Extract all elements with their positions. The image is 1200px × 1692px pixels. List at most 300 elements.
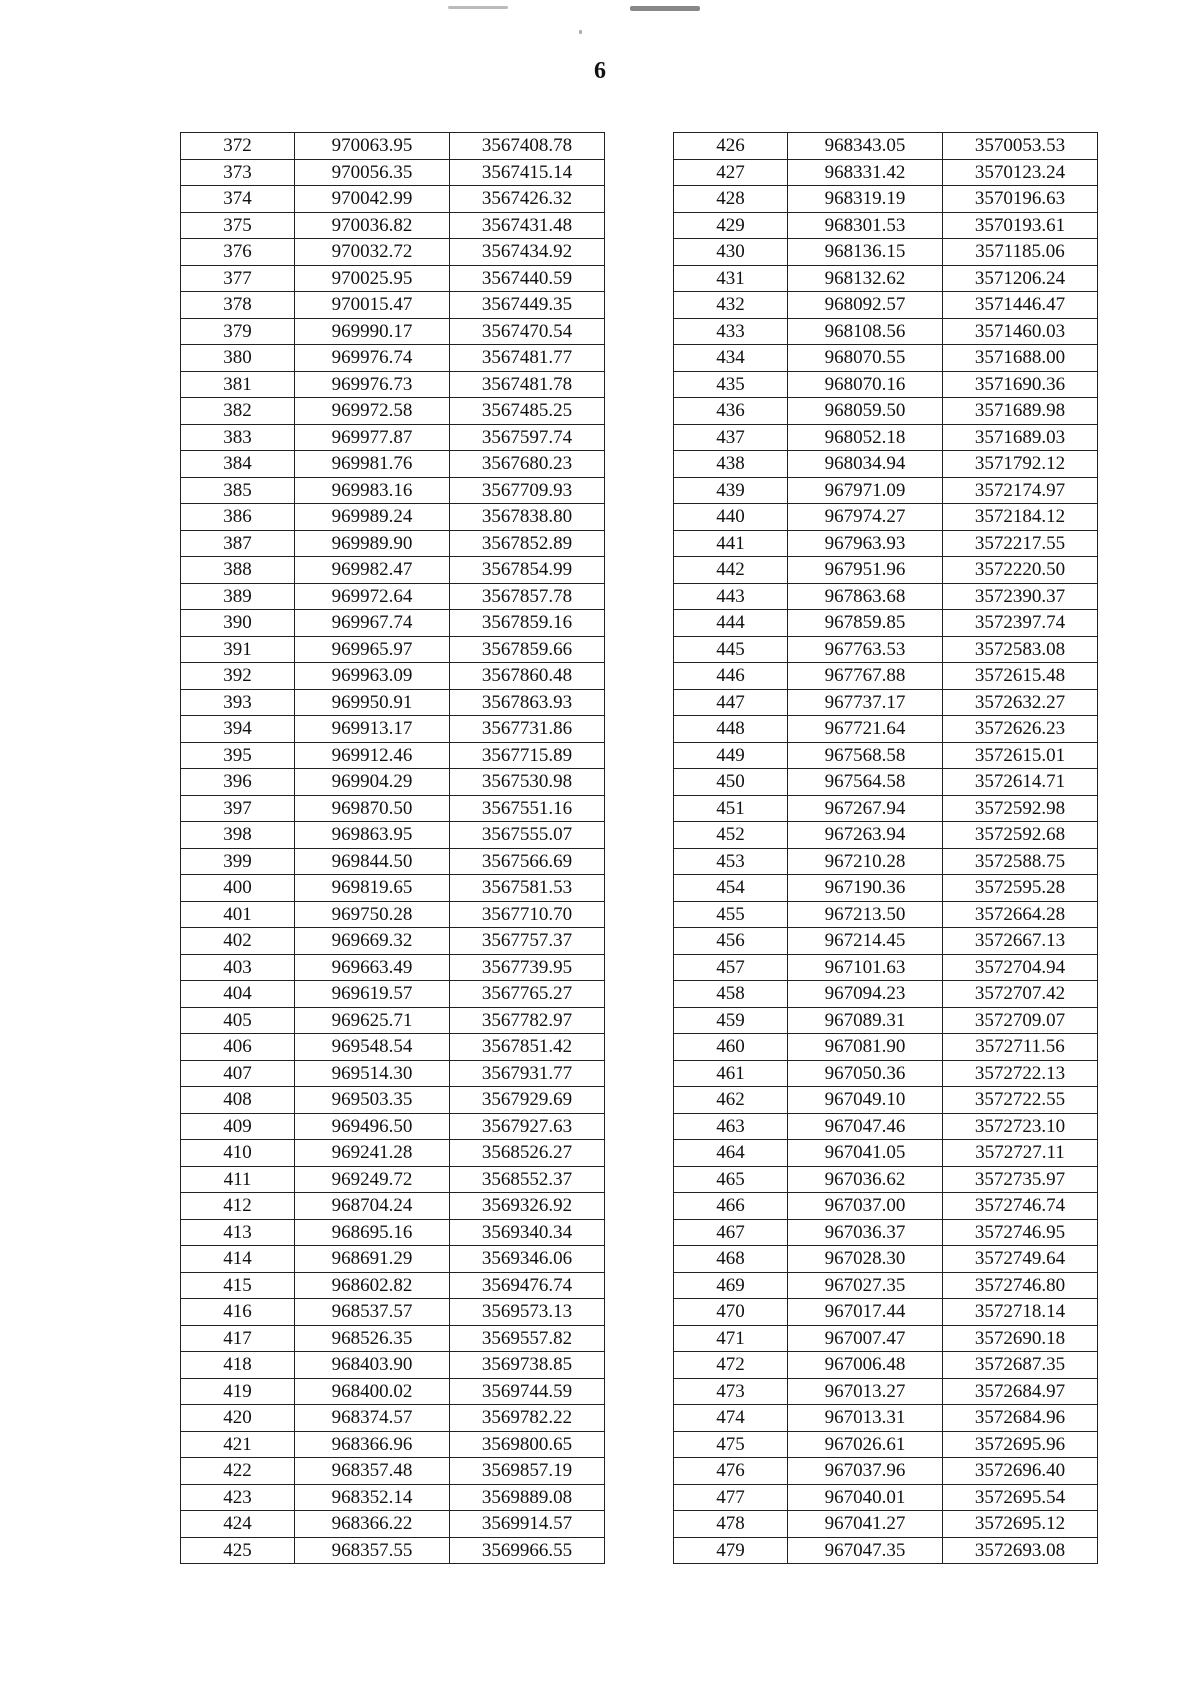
point-number-cell: 423 <box>181 1484 295 1511</box>
point-number-cell: 393 <box>181 689 295 716</box>
table-row <box>181 822 605 849</box>
y-coordinate-cell: 3569557.82 <box>450 1325 605 1352</box>
y-coordinate-cell: 3567555.07 <box>450 822 605 849</box>
point-number-cell: 396 <box>181 769 295 796</box>
table-row <box>674 1378 1098 1405</box>
y-coordinate-cell: 3572695.12 <box>943 1511 1098 1538</box>
table-row <box>181 1140 605 1167</box>
point-number-cell: 405 <box>181 1007 295 1034</box>
table-row <box>181 981 605 1008</box>
point-number-cell: 387 <box>181 530 295 557</box>
x-coordinate-cell: 969863.95 <box>295 822 450 849</box>
table-row <box>181 636 605 663</box>
x-coordinate-cell: 968357.55 <box>295 1537 450 1564</box>
x-coordinate-cell: 968403.90 <box>295 1352 450 1379</box>
point-number-cell: 464 <box>674 1140 788 1167</box>
x-coordinate-cell: 967041.27 <box>788 1511 943 1538</box>
x-coordinate-cell: 968537.57 <box>295 1299 450 1326</box>
y-coordinate-cell: 3567481.78 <box>450 371 605 398</box>
table-row <box>674 1219 1098 1246</box>
y-coordinate-cell: 3572684.96 <box>943 1405 1098 1432</box>
point-number-cell: 471 <box>674 1325 788 1352</box>
point-number-cell: 383 <box>181 424 295 451</box>
point-number-cell: 432 <box>674 292 788 319</box>
table-row <box>674 795 1098 822</box>
table-row <box>181 292 605 319</box>
point-number-cell: 374 <box>181 186 295 213</box>
point-number-cell: 412 <box>181 1193 295 1220</box>
table-row <box>181 371 605 398</box>
x-coordinate-cell: 968301.53 <box>788 212 943 239</box>
point-number-cell: 466 <box>674 1193 788 1220</box>
table-row <box>674 1007 1098 1034</box>
point-number-cell: 439 <box>674 477 788 504</box>
x-coordinate-cell: 967737.17 <box>788 689 943 716</box>
point-number-cell: 384 <box>181 451 295 478</box>
y-coordinate-cell: 3570123.24 <box>943 159 1098 186</box>
table-row <box>674 1272 1098 1299</box>
point-number-cell: 406 <box>181 1034 295 1061</box>
x-coordinate-cell: 969976.74 <box>295 345 450 372</box>
x-coordinate-cell: 968352.14 <box>295 1484 450 1511</box>
table-row <box>674 1193 1098 1220</box>
point-number-cell: 376 <box>181 239 295 266</box>
table-row <box>181 901 605 928</box>
y-coordinate-cell: 3569800.65 <box>450 1431 605 1458</box>
y-coordinate-cell: 3567530.98 <box>450 769 605 796</box>
table-row <box>181 1219 605 1246</box>
point-number-cell: 433 <box>674 318 788 345</box>
y-coordinate-cell: 3572693.08 <box>943 1537 1098 1564</box>
y-coordinate-cell: 3572588.75 <box>943 848 1098 875</box>
y-coordinate-cell: 3569476.74 <box>450 1272 605 1299</box>
table-row <box>674 689 1098 716</box>
y-coordinate-cell: 3572174.97 <box>943 477 1098 504</box>
x-coordinate-cell: 967974.27 <box>788 504 943 531</box>
table-row <box>674 636 1098 663</box>
table-row <box>181 1431 605 1458</box>
table-row <box>181 1484 605 1511</box>
table-row <box>181 1405 605 1432</box>
x-coordinate-cell: 968357.48 <box>295 1458 450 1485</box>
y-coordinate-cell: 3572704.94 <box>943 954 1098 981</box>
y-coordinate-cell: 3570196.63 <box>943 186 1098 213</box>
point-number-cell: 389 <box>181 583 295 610</box>
x-coordinate-cell: 968366.22 <box>295 1511 450 1538</box>
y-coordinate-cell: 3572687.35 <box>943 1352 1098 1379</box>
x-coordinate-cell: 968366.96 <box>295 1431 450 1458</box>
y-coordinate-cell: 3569966.55 <box>450 1537 605 1564</box>
y-coordinate-cell: 3570193.61 <box>943 212 1098 239</box>
x-coordinate-cell: 967037.96 <box>788 1458 943 1485</box>
point-number-cell: 419 <box>181 1378 295 1405</box>
point-number-cell: 399 <box>181 848 295 875</box>
x-coordinate-cell: 969750.28 <box>295 901 450 928</box>
y-coordinate-cell: 3572749.64 <box>943 1246 1098 1273</box>
y-coordinate-cell: 3572684.97 <box>943 1378 1098 1405</box>
point-number-cell: 403 <box>181 954 295 981</box>
point-number-cell: 440 <box>674 504 788 531</box>
table-row <box>181 186 605 213</box>
y-coordinate-cell: 3572727.11 <box>943 1140 1098 1167</box>
x-coordinate-cell: 968319.19 <box>788 186 943 213</box>
y-coordinate-cell: 3569782.22 <box>450 1405 605 1432</box>
y-coordinate-cell: 3567765.27 <box>450 981 605 1008</box>
point-number-cell: 436 <box>674 398 788 425</box>
y-coordinate-cell: 3571446.47 <box>943 292 1098 319</box>
x-coordinate-cell: 969496.50 <box>295 1113 450 1140</box>
point-number-cell: 470 <box>674 1299 788 1326</box>
coordinates-table-right <box>673 132 1098 1564</box>
y-coordinate-cell: 3567851.42 <box>450 1034 605 1061</box>
point-number-cell: 446 <box>674 663 788 690</box>
table-row <box>674 1034 1098 1061</box>
point-number-cell: 458 <box>674 981 788 1008</box>
y-coordinate-cell: 3572707.42 <box>943 981 1098 1008</box>
y-coordinate-cell: 3567680.23 <box>450 451 605 478</box>
table-row <box>674 159 1098 186</box>
y-coordinate-cell: 3572695.96 <box>943 1431 1098 1458</box>
y-coordinate-cell: 3567857.78 <box>450 583 605 610</box>
y-coordinate-cell: 3569573.13 <box>450 1299 605 1326</box>
y-coordinate-cell: 3572746.95 <box>943 1219 1098 1246</box>
point-number-cell: 462 <box>674 1087 788 1114</box>
table-row <box>674 239 1098 266</box>
point-number-cell: 407 <box>181 1060 295 1087</box>
point-number-cell: 431 <box>674 265 788 292</box>
table-row <box>674 292 1098 319</box>
x-coordinate-cell: 967971.09 <box>788 477 943 504</box>
x-coordinate-cell: 970056.35 <box>295 159 450 186</box>
y-coordinate-cell: 3569857.19 <box>450 1458 605 1485</box>
table-row <box>181 1537 605 1564</box>
y-coordinate-cell: 3572696.40 <box>943 1458 1098 1485</box>
y-coordinate-cell: 3567481.77 <box>450 345 605 372</box>
y-coordinate-cell: 3567739.95 <box>450 954 605 981</box>
x-coordinate-cell: 967026.61 <box>788 1431 943 1458</box>
x-coordinate-cell: 969990.17 <box>295 318 450 345</box>
y-coordinate-cell: 3572690.18 <box>943 1325 1098 1352</box>
x-coordinate-cell: 968400.02 <box>295 1378 450 1405</box>
y-coordinate-cell: 3572615.48 <box>943 663 1098 690</box>
y-coordinate-cell: 3572746.80 <box>943 1272 1098 1299</box>
y-coordinate-cell: 3571688.00 <box>943 345 1098 372</box>
y-coordinate-cell: 3567931.77 <box>450 1060 605 1087</box>
table-row <box>181 1246 605 1273</box>
x-coordinate-cell: 970025.95 <box>295 265 450 292</box>
x-coordinate-cell: 968070.55 <box>788 345 943 372</box>
x-coordinate-cell: 969912.46 <box>295 742 450 769</box>
x-coordinate-cell: 967214.45 <box>788 928 943 955</box>
table-row <box>181 795 605 822</box>
point-number-cell: 452 <box>674 822 788 849</box>
y-coordinate-cell: 3572595.28 <box>943 875 1098 902</box>
point-number-cell: 390 <box>181 610 295 637</box>
x-coordinate-cell: 969904.29 <box>295 769 450 796</box>
y-coordinate-cell: 3567854.99 <box>450 557 605 584</box>
x-coordinate-cell: 968070.16 <box>788 371 943 398</box>
y-coordinate-cell: 3567927.63 <box>450 1113 605 1140</box>
x-coordinate-cell: 967036.37 <box>788 1219 943 1246</box>
x-coordinate-cell: 968602.82 <box>295 1272 450 1299</box>
y-coordinate-cell: 3572615.01 <box>943 742 1098 769</box>
point-number-cell: 468 <box>674 1246 788 1273</box>
point-number-cell: 386 <box>181 504 295 531</box>
point-number-cell: 382 <box>181 398 295 425</box>
point-number-cell: 453 <box>674 848 788 875</box>
table-row <box>181 530 605 557</box>
table-row <box>181 583 605 610</box>
y-coordinate-cell: 3572626.23 <box>943 716 1098 743</box>
point-number-cell: 435 <box>674 371 788 398</box>
x-coordinate-cell: 969950.91 <box>295 689 450 716</box>
table-row <box>674 822 1098 849</box>
point-number-cell: 417 <box>181 1325 295 1352</box>
table-row <box>674 398 1098 425</box>
point-number-cell: 463 <box>674 1113 788 1140</box>
point-number-cell: 385 <box>181 477 295 504</box>
table-row <box>674 1246 1098 1273</box>
table-row <box>181 610 605 637</box>
x-coordinate-cell: 967763.53 <box>788 636 943 663</box>
y-coordinate-cell: 3572722.13 <box>943 1060 1098 1087</box>
point-number-cell: 451 <box>674 795 788 822</box>
x-coordinate-cell: 968691.29 <box>295 1246 450 1273</box>
y-coordinate-cell: 3569738.85 <box>450 1352 605 1379</box>
x-coordinate-cell: 968695.16 <box>295 1219 450 1246</box>
y-coordinate-cell: 3567434.92 <box>450 239 605 266</box>
x-coordinate-cell: 967037.00 <box>788 1193 943 1220</box>
x-coordinate-cell: 969514.30 <box>295 1060 450 1087</box>
x-coordinate-cell: 968052.18 <box>788 424 943 451</box>
y-coordinate-cell: 3571185.06 <box>943 239 1098 266</box>
table-row <box>181 133 605 160</box>
x-coordinate-cell: 969669.32 <box>295 928 450 955</box>
table-row <box>181 345 605 372</box>
y-coordinate-cell: 3572695.54 <box>943 1484 1098 1511</box>
scan-artifact <box>630 6 700 11</box>
y-coordinate-cell: 3567431.48 <box>450 212 605 239</box>
table-row <box>181 1352 605 1379</box>
y-coordinate-cell: 3567485.25 <box>450 398 605 425</box>
table-row <box>181 159 605 186</box>
point-number-cell: 381 <box>181 371 295 398</box>
point-number-cell: 392 <box>181 663 295 690</box>
x-coordinate-cell: 969619.57 <box>295 981 450 1008</box>
point-number-cell: 373 <box>181 159 295 186</box>
point-number-cell: 447 <box>674 689 788 716</box>
y-coordinate-cell: 3569346.06 <box>450 1246 605 1273</box>
table-row <box>181 1166 605 1193</box>
x-coordinate-cell: 967564.58 <box>788 769 943 796</box>
x-coordinate-cell: 970042.99 <box>295 186 450 213</box>
x-coordinate-cell: 968704.24 <box>295 1193 450 1220</box>
point-number-cell: 456 <box>674 928 788 955</box>
x-coordinate-cell: 967027.35 <box>788 1272 943 1299</box>
table-row <box>181 928 605 955</box>
table-row <box>674 451 1098 478</box>
table-row <box>181 1325 605 1352</box>
x-coordinate-cell: 969844.50 <box>295 848 450 875</box>
x-coordinate-cell: 967013.31 <box>788 1405 943 1432</box>
x-coordinate-cell: 967089.31 <box>788 1007 943 1034</box>
point-number-cell: 473 <box>674 1378 788 1405</box>
x-coordinate-cell: 967040.01 <box>788 1484 943 1511</box>
x-coordinate-cell: 967267.94 <box>788 795 943 822</box>
x-coordinate-cell: 967041.05 <box>788 1140 943 1167</box>
point-number-cell: 422 <box>181 1458 295 1485</box>
x-coordinate-cell: 967006.48 <box>788 1352 943 1379</box>
x-coordinate-cell: 967036.62 <box>788 1166 943 1193</box>
table-row <box>674 318 1098 345</box>
point-number-cell: 472 <box>674 1352 788 1379</box>
y-coordinate-cell: 3571690.36 <box>943 371 1098 398</box>
point-number-cell: 443 <box>674 583 788 610</box>
table-row <box>181 1113 605 1140</box>
x-coordinate-cell: 967859.85 <box>788 610 943 637</box>
y-coordinate-cell: 3568526.27 <box>450 1140 605 1167</box>
y-coordinate-cell: 3568552.37 <box>450 1166 605 1193</box>
x-coordinate-cell: 967863.68 <box>788 583 943 610</box>
x-coordinate-cell: 967047.35 <box>788 1537 943 1564</box>
table-row <box>181 1378 605 1405</box>
y-coordinate-cell: 3572592.68 <box>943 822 1098 849</box>
point-number-cell: 479 <box>674 1537 788 1564</box>
point-number-cell: 437 <box>674 424 788 451</box>
table-row <box>674 1458 1098 1485</box>
table-row <box>181 875 605 902</box>
point-number-cell: 402 <box>181 928 295 955</box>
point-number-cell: 394 <box>181 716 295 743</box>
point-number-cell: 475 <box>674 1431 788 1458</box>
table-row <box>674 265 1098 292</box>
x-coordinate-cell: 968343.05 <box>788 133 943 160</box>
y-coordinate-cell: 3567859.66 <box>450 636 605 663</box>
table-row <box>674 1113 1098 1140</box>
table-row <box>181 398 605 425</box>
table-row <box>181 1299 605 1326</box>
point-number-cell: 478 <box>674 1511 788 1538</box>
table-row <box>181 689 605 716</box>
table-row <box>674 1325 1098 1352</box>
y-coordinate-cell: 3571792.12 <box>943 451 1098 478</box>
table-row <box>181 716 605 743</box>
y-coordinate-cell: 3569914.57 <box>450 1511 605 1538</box>
table-row <box>181 954 605 981</box>
table-row <box>674 477 1098 504</box>
point-number-cell: 442 <box>674 557 788 584</box>
y-coordinate-cell: 3571689.98 <box>943 398 1098 425</box>
table-row <box>674 504 1098 531</box>
table-row <box>181 1272 605 1299</box>
x-coordinate-cell: 968034.94 <box>788 451 943 478</box>
point-number-cell: 372 <box>181 133 295 160</box>
point-number-cell: 380 <box>181 345 295 372</box>
x-coordinate-cell: 968136.15 <box>788 239 943 266</box>
y-coordinate-cell: 3571689.03 <box>943 424 1098 451</box>
y-coordinate-cell: 3567859.16 <box>450 610 605 637</box>
table-row <box>674 848 1098 875</box>
point-number-cell: 408 <box>181 1087 295 1114</box>
x-coordinate-cell: 969548.54 <box>295 1034 450 1061</box>
point-number-cell: 459 <box>674 1007 788 1034</box>
table-row <box>674 1537 1098 1564</box>
point-number-cell: 426 <box>674 133 788 160</box>
x-coordinate-cell: 967263.94 <box>788 822 943 849</box>
table-row <box>674 424 1098 451</box>
x-coordinate-cell: 968132.62 <box>788 265 943 292</box>
point-number-cell: 429 <box>674 212 788 239</box>
table-row <box>674 742 1098 769</box>
table-row <box>674 1060 1098 1087</box>
x-coordinate-cell: 970063.95 <box>295 133 450 160</box>
y-coordinate-cell: 3572723.10 <box>943 1113 1098 1140</box>
y-coordinate-cell: 3572664.28 <box>943 901 1098 928</box>
y-coordinate-cell: 3567440.59 <box>450 265 605 292</box>
x-coordinate-cell: 969503.35 <box>295 1087 450 1114</box>
x-coordinate-cell: 969241.28 <box>295 1140 450 1167</box>
x-coordinate-cell: 969963.09 <box>295 663 450 690</box>
point-number-cell: 428 <box>674 186 788 213</box>
y-coordinate-cell: 3567863.93 <box>450 689 605 716</box>
y-coordinate-cell: 3567757.37 <box>450 928 605 955</box>
y-coordinate-cell: 3567860.48 <box>450 663 605 690</box>
point-number-cell: 410 <box>181 1140 295 1167</box>
x-coordinate-cell: 970036.82 <box>295 212 450 239</box>
table-row <box>181 504 605 531</box>
y-coordinate-cell: 3572390.37 <box>943 583 1098 610</box>
point-number-cell: 377 <box>181 265 295 292</box>
x-coordinate-cell: 967094.23 <box>788 981 943 1008</box>
y-coordinate-cell: 3571206.24 <box>943 265 1098 292</box>
point-number-cell: 379 <box>181 318 295 345</box>
point-number-cell: 476 <box>674 1458 788 1485</box>
table-row <box>674 371 1098 398</box>
table-row <box>181 557 605 584</box>
table-row <box>181 212 605 239</box>
point-number-cell: 391 <box>181 636 295 663</box>
point-number-cell: 404 <box>181 981 295 1008</box>
x-coordinate-cell: 967007.47 <box>788 1325 943 1352</box>
table-row <box>181 451 605 478</box>
point-number-cell: 420 <box>181 1405 295 1432</box>
point-number-cell: 467 <box>674 1219 788 1246</box>
x-coordinate-cell: 969870.50 <box>295 795 450 822</box>
x-coordinate-cell: 967050.36 <box>788 1060 943 1087</box>
y-coordinate-cell: 3567581.53 <box>450 875 605 902</box>
point-number-cell: 409 <box>181 1113 295 1140</box>
x-coordinate-cell: 968059.50 <box>788 398 943 425</box>
point-number-cell: 455 <box>674 901 788 928</box>
y-coordinate-cell: 3567852.89 <box>450 530 605 557</box>
x-coordinate-cell: 969981.76 <box>295 451 450 478</box>
x-coordinate-cell: 969967.74 <box>295 610 450 637</box>
point-number-cell: 401 <box>181 901 295 928</box>
point-number-cell: 397 <box>181 795 295 822</box>
x-coordinate-cell: 969249.72 <box>295 1166 450 1193</box>
x-coordinate-cell: 967101.63 <box>788 954 943 981</box>
point-number-cell: 411 <box>181 1166 295 1193</box>
y-coordinate-cell: 3572718.14 <box>943 1299 1098 1326</box>
x-coordinate-cell: 967047.46 <box>788 1113 943 1140</box>
y-coordinate-cell: 3567470.54 <box>450 318 605 345</box>
point-number-cell: 438 <box>674 451 788 478</box>
y-coordinate-cell: 3571460.03 <box>943 318 1098 345</box>
y-coordinate-cell: 3572722.55 <box>943 1087 1098 1114</box>
table-row <box>674 663 1098 690</box>
point-number-cell: 469 <box>674 1272 788 1299</box>
x-coordinate-cell: 967213.50 <box>788 901 943 928</box>
